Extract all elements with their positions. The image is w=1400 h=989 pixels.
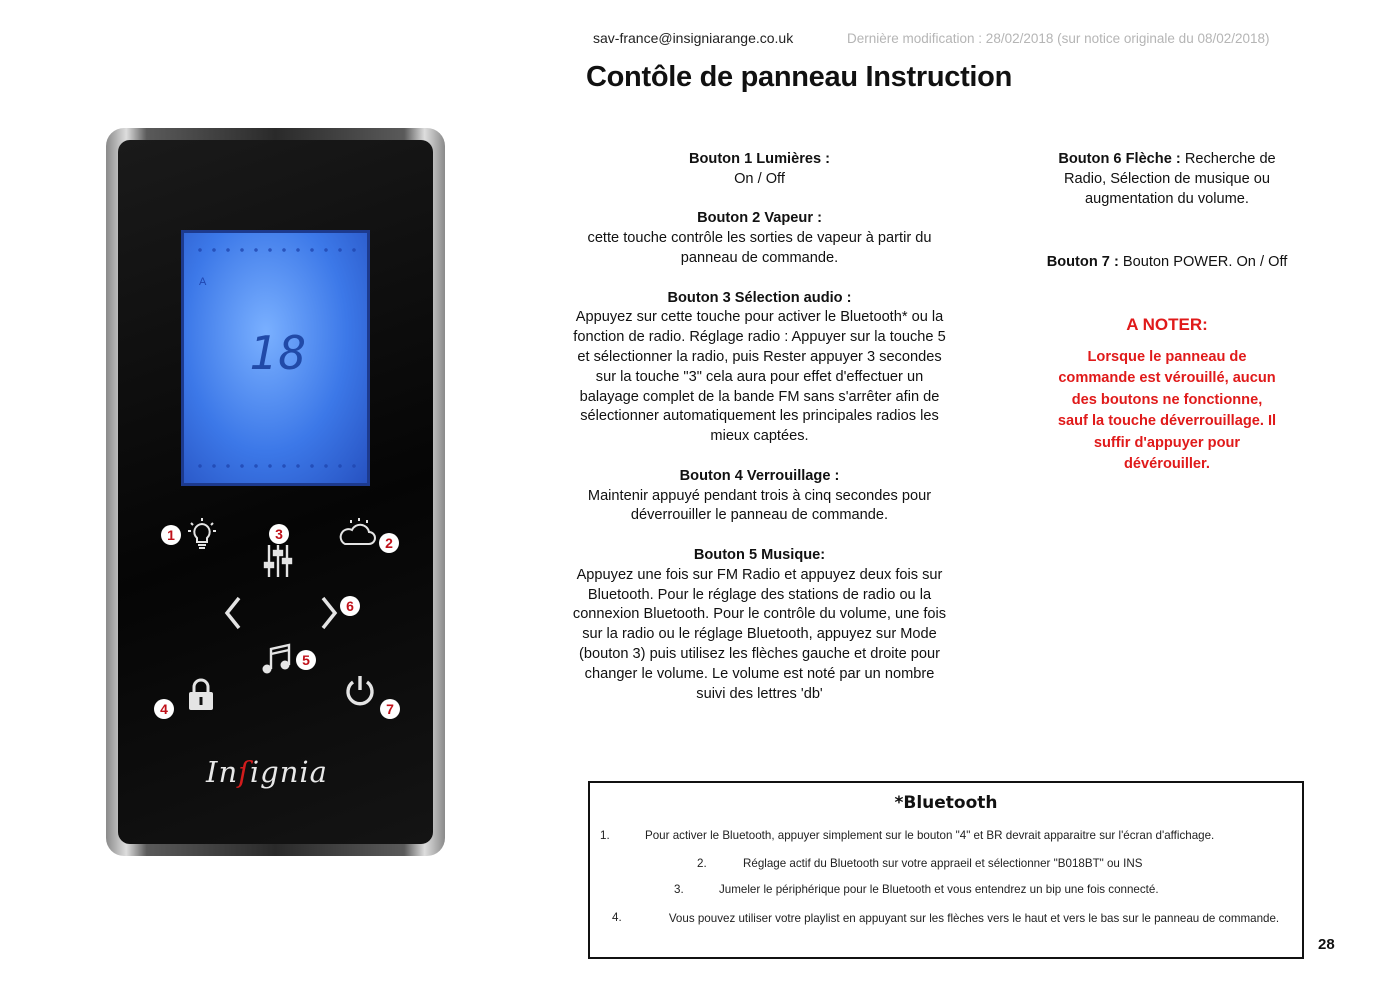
lcd-number: 18 [249,326,309,380]
chevron-left-icon [222,596,244,633]
button-6-description: Bouton 6 Flèche : Recherche de Radio, Sélection de musique ou augmentation du volume. [1058,151,1276,207]
bluetooth-item-4-number: 4. [612,911,622,924]
instructions-right-column [1044,150,1290,476]
button-2-description: Bouton 2 Vapeur : cette touche contrôle les sorties de vapeur à partir du panneau de commande. [587,210,932,266]
lcd-letter: A [199,276,207,288]
note-text: Lorsque le panneau de commande est vérouillé, aucun des boutons ne fonctionne, sauf la touche déverrouillage. Il suffir d'appuyer pour dévérouiller. [1057,348,1277,473]
page-title: Contôle de panneau Instruction [586,61,1013,93]
badge-3: 3 [269,524,289,544]
lcd-dot-row-top [193,246,358,254]
bluetooth-item-3-text: Jumeler le périphérique pour le Bluetooth et vous entendrez un bip une fois connecté. [719,883,1159,896]
button-4-description: Bouton 4 Verrouillage : Maintenir appuyé pendant trois à cinq secondes pour déverrouiller le panneau de commande. [587,467,932,524]
header-email: sav-france@insigniarange.co.uk [593,30,794,46]
badge-2: 2 [379,533,399,553]
lcd-screen [181,230,370,486]
chevron-right-icon [318,596,340,633]
bluetooth-title: *Bluetooth [894,793,998,813]
bluetooth-item-1-text: Pour activer le Bluetooth, appuyer simplement sur le bouton "4" et BR devrait apparaitre sur l'écran d'affichage. [645,829,1215,842]
bluetooth-item-4-text: Vous pouvez utiliser votre playlist en appuyant sur les flèches vers le haut et vers le bas sur le panneau de commande. [668,912,1280,925]
bluetooth-box [588,781,1304,959]
button-1-description: Bouton 1 Lumières : On / Off [688,151,831,187]
badge-4: 4 [154,699,174,719]
lock-icon [184,678,218,715]
badge-6: 6 [340,596,360,616]
insignia-logo: Inſignia [206,755,328,789]
badge-5: 5 [296,650,316,670]
button-3-description: Bouton 3 Sélection audio : Appuyez sur cette touche pour activer le Bluetooth* ou la fonction de radio. Réglage radio : Appuyer sur la touche 5 et sélectionner la radio, puis Rester appuyer 3 secondes sur la touche "3" cela aura pour effet d'effectuer un balayage complet de la bande FM sans s'arrêter afin de sélectionner automatiquement les principales radios les mieux captées. [573,289,946,445]
power-icon [342,674,378,711]
badge-1: 1 [161,525,181,545]
bluetooth-item-2-text: Réglage actif du Bluetooth sur votre appraeil et sélectionner "B018BT" ou INS [743,857,1143,870]
bluetooth-item-2-number: 2. [697,857,707,870]
bluetooth-item-3-number: 3. [674,883,684,896]
note-title: A NOTER: [1126,315,1208,335]
instructions-middle-column [572,150,947,724]
button-7-description: Bouton 7 : Bouton POWER. On / Off [1046,254,1288,271]
equalizer-icon [262,543,294,582]
bluetooth-item-1-number: 1. [600,829,610,842]
badge-7: 7 [380,699,400,719]
lcd-dot-row-bottom [193,462,358,470]
page-number: 28 [1318,936,1335,953]
music-note-icon [260,643,296,680]
header-modified-date: Dernière modification : 28/02/2018 (sur notice originale du 08/02/2018) [847,31,1270,46]
light-bulb-icon [186,518,218,555]
steam-cloud-icon [336,518,378,551]
button-5-description: Bouton 5 Musique: Appuyez une fois sur FM Radio et appuyez deux fois sur Bluetooth. Pour le réglage des stations de radio ou la connexion Bluetooth. Pour le contrôle du volume, une fois sur la radio ou le réglage Bluetooth, appuyez sur Mode (bouton 3) puis utilisez les flèches gauche et droite pour changer le volume. Le volume est noté par un nombre suivi des lettres 'db' [572,546,947,702]
